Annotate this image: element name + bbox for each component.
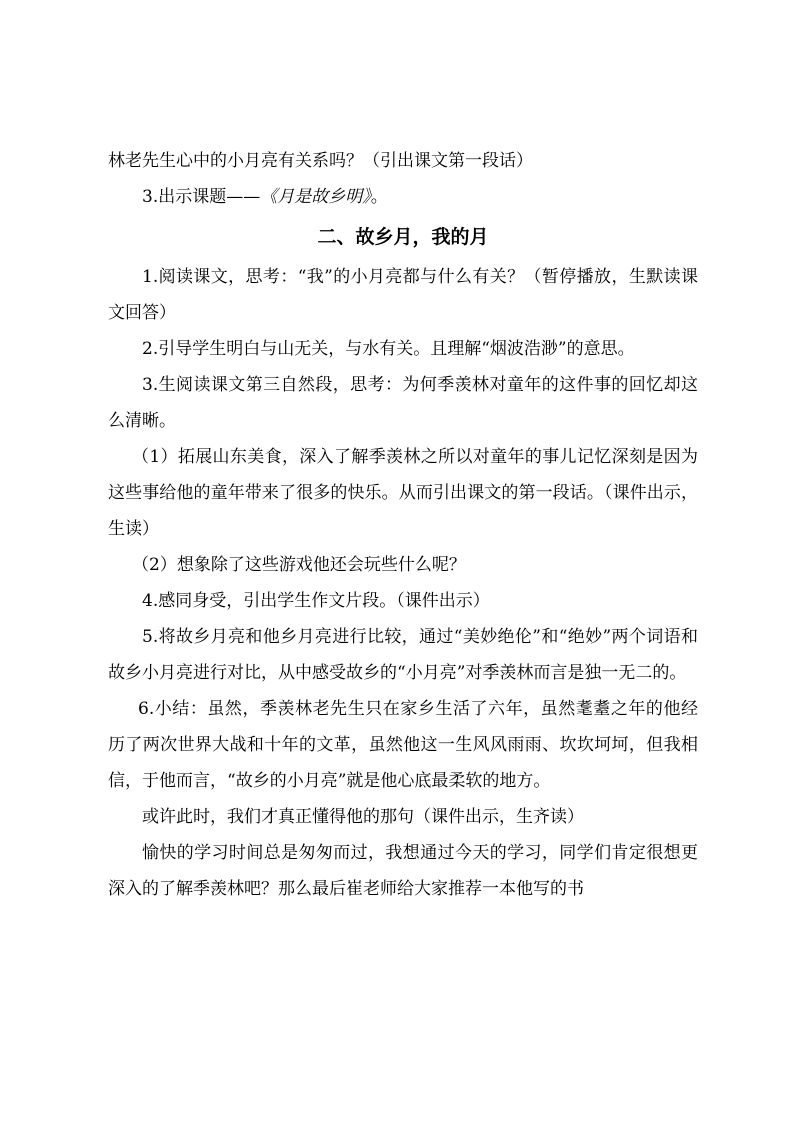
paragraph-summary: 6.小结：虽然，季羡林老先生只在家乡生活了六年，虽然耄耋之年的他经历了两次世界大战和十年的文革，虽然他这一生风风雨雨、坎坎坷坷，但我相信，于他而言，“故乡的小月亮”就是他心底最柔软的地方。 xyxy=(108,699,698,791)
paragraph-sub-2: （2）想象除了这些游戏他还会玩些什么呢？ xyxy=(132,555,466,575)
section-heading: 二、故乡月，我的月 xyxy=(317,226,489,248)
document-body xyxy=(108,143,698,907)
lesson-title: 《月是故乡明》 xyxy=(260,187,371,207)
show-title-suffix: 。 xyxy=(370,187,388,207)
paragraph-step-3: 3.生阅读课文第三自然段，思考：为何季羡林对童年的这件事的回忆却这么清晰。 xyxy=(108,375,698,431)
show-title-prefix: 3.出示课题—— xyxy=(142,187,261,207)
paragraph-sub-1: （1）拓展山东美食，深入了解季羡林之所以对童年的事儿记忆深刻是因为这些事给他的童年带来了很多的快乐。从而引出课文的第一段话。（课件出示，生读） xyxy=(108,447,698,539)
paragraph-step-4: 4.感同身受，引出学生作文片段。（课件出示） xyxy=(142,591,490,611)
paragraph-step-1: 1.阅读课文，思考：“我”的小月亮都与什么有关？（暂停播放，生默读课文回答） xyxy=(108,267,698,323)
paragraph-show-title xyxy=(108,179,698,215)
paragraph-perhaps: 或许此时，我们才真正懂得他的那句（课件出示，生齐读） xyxy=(142,807,584,827)
paragraph-step-2: 2.引导学生明白与山无关，与水有关。且理解“烟波浩渺”的意思。 xyxy=(142,339,635,359)
paragraph-continuation: 林老先生心中的小月亮有关系吗？（引出课文第一段话） xyxy=(108,151,533,171)
paragraph-closing: 愉快的学习时间总是匆匆而过，我想通过今天的学习，同学们肯定很想更深入的了解季羡林吧？那么最后崔老师给大家推荐一本他写的书 xyxy=(108,843,698,899)
paragraph-step-5: 5.将故乡月亮和他乡月亮进行比较，通过“美妙绝伦”和“绝妙”两个词语和故乡小月亮进行对比，从中感受故乡的“小月亮”对季羡林而言是独一无二的。 xyxy=(108,627,698,683)
